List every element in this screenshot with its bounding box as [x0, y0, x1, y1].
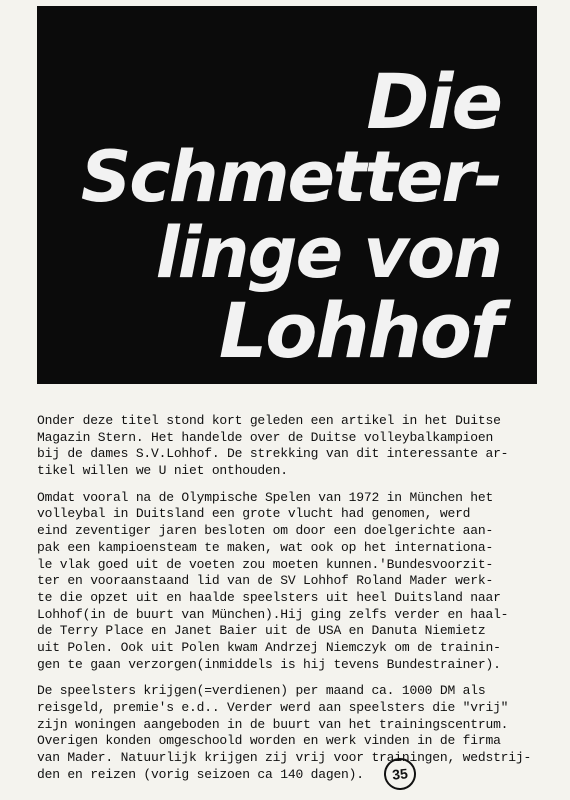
text-line: ter en vooraanstaand lid van de SV Lohhof Roland Mader werk- — [37, 573, 494, 589]
text-line: Omdat vooral na de Olympische Spelen van 1972 in München het — [37, 489, 494, 505]
text-line: le vlak goed uit de voeten zou moeten kunnen.'Bundesvoorzit- — [37, 556, 494, 572]
paragraph-2 — [37, 490, 542, 674]
text-line: De speelsters krijgen(=verdienen) per maand ca. 1000 DM als — [37, 683, 486, 699]
title-line-1: Die — [366, 57, 501, 146]
text-line: tikel willen we U niet onthouden. — [37, 463, 288, 479]
text-line: Overigen konden omgeschoold worden en werk vinden in de firma — [37, 733, 501, 749]
title-banner — [37, 6, 537, 384]
text-line: te die opzet uit en haalde speelsters uit heel Duitsland naar — [37, 589, 501, 605]
text-line: Magazin Stern. Het handelde over de Duitse volleybalkampioen — [37, 429, 494, 445]
text-line: Onder deze titel stond kort geleden een artikel in het Duitse — [37, 413, 501, 428]
text-line: reisgeld, premie's e.d.. Verder werd aan speelsters die "vrij" — [37, 700, 509, 715]
text-line: volleybal in Duitsland een grote vlucht had genomen, werd — [37, 506, 471, 522]
text-line: pak een kampioensteam te maken, wat ook op het internationa- — [37, 539, 494, 555]
title-line-3: linge von — [155, 212, 501, 294]
text-line: de Terry Place en Janet Baier uit de USA en Danuta Niemietz — [37, 623, 486, 639]
text-line: van Mader. Natuurlijk krijgen zij vrij voor trainingen, wedstrij- — [37, 750, 532, 766]
text-line: bij de dames S.V.Lohhof. De strekking van dit interessante ar- — [37, 446, 509, 462]
text-line: uit Polen. Ook uit Polen kwam Andrzej Niemczyk om de trainin- — [37, 639, 501, 655]
article-body — [37, 413, 542, 793]
title-line-4: Lohhof — [218, 286, 501, 375]
text-line: zijn woningen aangeboden in de buurt van het trainingscentrum. — [37, 716, 509, 732]
title-line-2: Schmetter- — [80, 136, 501, 218]
paragraph-1 — [37, 413, 542, 480]
text-line: eind zeventiger jaren besloten om door een doelgerichte aan- — [37, 523, 494, 539]
paragraph-3 — [37, 683, 542, 783]
text-line: gen te gaan verzorgen(inmiddels is hij tevens Bundestrainer). — [37, 656, 501, 672]
page-number: 35 — [382, 756, 417, 791]
text-line: Lohhof(in de buurt van München).Hij ging zelfs verder en haal- — [37, 606, 509, 622]
text-line: den en reizen (vorig seizoen ca 140 dagen). — [37, 766, 364, 782]
